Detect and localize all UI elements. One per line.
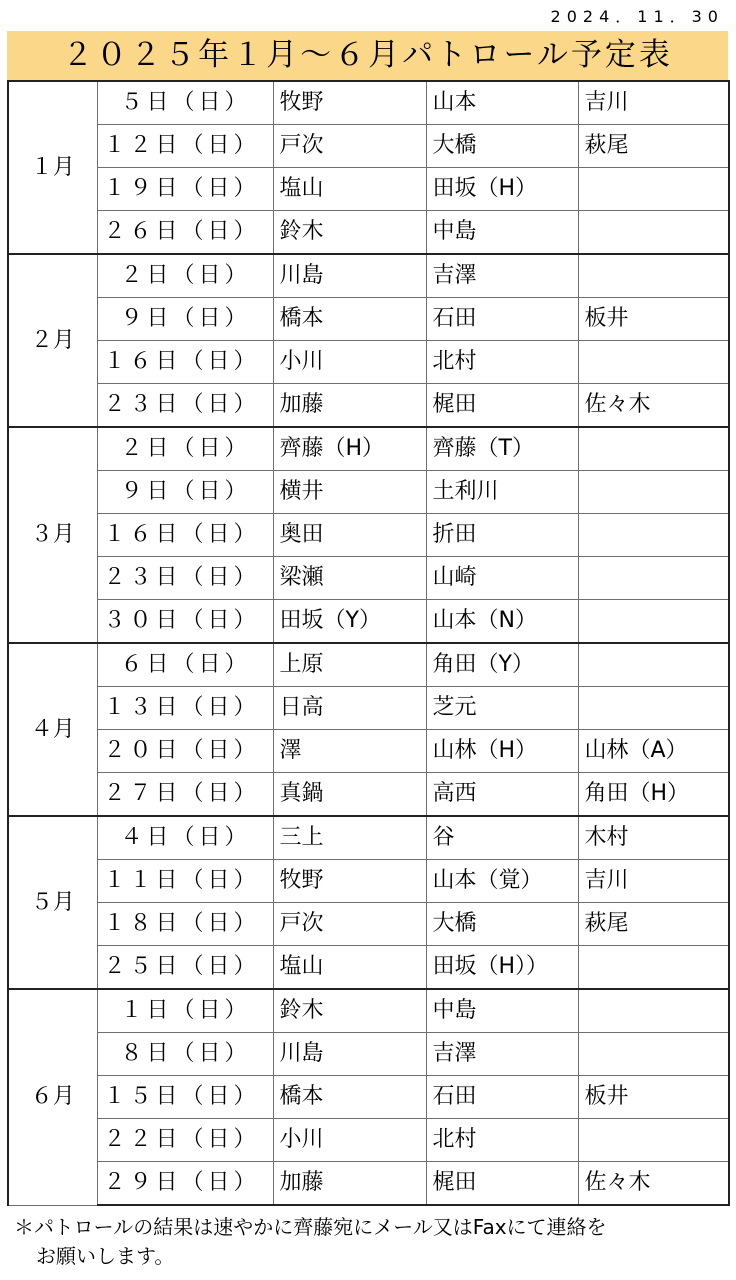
patroller-3: 角田（H） — [578, 773, 729, 817]
patroller-2: 吉澤 — [426, 254, 578, 298]
patroller-1: 小川 — [273, 1119, 426, 1162]
patroller-1: 戸次 — [273, 125, 426, 168]
patrol-schedule-table — [7, 80, 730, 1206]
patroller-2: 梶田 — [426, 384, 578, 428]
day-cell: ２３日（日） — [97, 557, 273, 600]
day-cell: ４日（日） — [97, 816, 273, 860]
patroller-1: 橋本 — [273, 298, 426, 341]
schedule-row — [8, 643, 729, 687]
patroller-2: 齊藤（T） — [426, 427, 578, 471]
day-cell: ２３日（日） — [97, 384, 273, 428]
month-label: １月 — [8, 81, 97, 254]
patroller-3: 山林（A） — [578, 730, 729, 773]
patroller-2: 山本（覚） — [426, 860, 578, 903]
month-label: ３月 — [8, 427, 97, 643]
patroller-3 — [578, 1033, 729, 1076]
footnote — [14, 1213, 726, 1271]
patroller-1: 塩山 — [273, 168, 426, 211]
patroller-3 — [578, 946, 729, 990]
day-cell: ２６日（日） — [97, 211, 273, 255]
patroller-1: 真鍋 — [273, 773, 426, 817]
schedule-row — [8, 946, 729, 990]
day-cell: ８日（日） — [97, 1033, 273, 1076]
schedule-row — [8, 687, 729, 730]
patroller-1: 上原 — [273, 643, 426, 687]
month-label: ６月 — [8, 989, 97, 1205]
patroller-2: 大橋 — [426, 125, 578, 168]
day-cell: １８日（日） — [97, 903, 273, 946]
schedule-row — [8, 860, 729, 903]
schedule-row — [8, 903, 729, 946]
patroller-3: 木村 — [578, 816, 729, 860]
patroller-1: 三上 — [273, 816, 426, 860]
patroller-2: 北村 — [426, 1119, 578, 1162]
patroller-3: 吉川 — [578, 860, 729, 903]
schedule-row — [8, 1162, 729, 1206]
day-cell: ２２日（日） — [97, 1119, 273, 1162]
patroller-3: 板井 — [578, 298, 729, 341]
day-cell: ９日（日） — [97, 298, 273, 341]
patroller-3: 吉川 — [578, 81, 729, 125]
schedule-row — [8, 600, 729, 644]
patroller-3 — [578, 471, 729, 514]
patroller-2: 山林（H） — [426, 730, 578, 773]
schedule-row — [8, 341, 729, 384]
day-cell: ２５日（日） — [97, 946, 273, 990]
patroller-1: 横井 — [273, 471, 426, 514]
month-label: ２月 — [8, 254, 97, 427]
schedule-row — [8, 254, 729, 298]
patroller-3: 佐々木 — [578, 384, 729, 428]
day-cell: ２９日（日） — [97, 1162, 273, 1206]
day-cell: ５日（日） — [97, 81, 273, 125]
patroller-3 — [578, 989, 729, 1033]
page-title: ２０２５年１月～６月パトロール予定表 — [7, 31, 728, 80]
patroller-2: 角田（Y） — [426, 643, 578, 687]
patroller-2: 山本 — [426, 81, 578, 125]
patroller-3 — [578, 211, 729, 255]
patroller-1: 戸次 — [273, 903, 426, 946]
patroller-1: 川島 — [273, 254, 426, 298]
schedule-row — [8, 471, 729, 514]
patroller-1: 鈴木 — [273, 211, 426, 255]
day-cell: １６日（日） — [97, 341, 273, 384]
patroller-1: 加藤 — [273, 1162, 426, 1206]
month-label: ５月 — [8, 816, 97, 989]
schedule-row — [8, 168, 729, 211]
schedule-row — [8, 1033, 729, 1076]
patroller-3: 萩尾 — [578, 125, 729, 168]
schedule-row — [8, 730, 729, 773]
schedule-row — [8, 384, 729, 428]
footnote-line-1: ＊パトロールの結果は速やかに齊藤宛にメール又はFaxにて連絡を — [14, 1215, 607, 1239]
day-cell: １６日（日） — [97, 514, 273, 557]
patroller-1: 齊藤（H） — [273, 427, 426, 471]
schedule-row — [8, 514, 729, 557]
patroller-2: 折田 — [426, 514, 578, 557]
day-cell: ２７日（日） — [97, 773, 273, 817]
patroller-2: 高西 — [426, 773, 578, 817]
patroller-2: 土利川 — [426, 471, 578, 514]
month-label: ４月 — [8, 643, 97, 816]
day-cell: ９日（日） — [97, 471, 273, 514]
day-cell: １１日（日） — [97, 860, 273, 903]
patroller-1: 橋本 — [273, 1076, 426, 1119]
day-cell: ３０日（日） — [97, 600, 273, 644]
patroller-2: 中島 — [426, 989, 578, 1033]
patroller-1: 小川 — [273, 341, 426, 384]
patroller-3 — [578, 557, 729, 600]
day-cell: ２０日（日） — [97, 730, 273, 773]
patroller-2: 梶田 — [426, 1162, 578, 1206]
patroller-3 — [578, 687, 729, 730]
patroller-3: 萩尾 — [578, 903, 729, 946]
schedule-row — [8, 298, 729, 341]
schedule-row — [8, 211, 729, 255]
patroller-3: 板井 — [578, 1076, 729, 1119]
schedule-row — [8, 427, 729, 471]
patroller-3 — [578, 1119, 729, 1162]
patroller-2: 田坂（H）） — [426, 946, 578, 990]
patroller-2: 山本（N） — [426, 600, 578, 644]
patroller-3 — [578, 341, 729, 384]
schedule-row — [8, 1119, 729, 1162]
patroller-3: 佐々木 — [578, 1162, 729, 1206]
patroller-3 — [578, 254, 729, 298]
patroller-2: 吉澤 — [426, 1033, 578, 1076]
schedule-row — [8, 125, 729, 168]
patroller-2: 中島 — [426, 211, 578, 255]
day-cell: １５日（日） — [97, 1076, 273, 1119]
patroller-1: 鈴木 — [273, 989, 426, 1033]
patroller-1: 田坂（Y） — [273, 600, 426, 644]
schedule-row — [8, 989, 729, 1033]
patroller-3 — [578, 427, 729, 471]
schedule-row — [8, 773, 729, 817]
patroller-2: 谷 — [426, 816, 578, 860]
patroller-3 — [578, 168, 729, 211]
day-cell: １９日（日） — [97, 168, 273, 211]
patroller-1: 澤 — [273, 730, 426, 773]
patroller-2: 山崎 — [426, 557, 578, 600]
patroller-3 — [578, 600, 729, 644]
schedule-row — [8, 557, 729, 600]
patroller-1: 川島 — [273, 1033, 426, 1076]
patroller-1: 加藤 — [273, 384, 426, 428]
patroller-2: 石田 — [426, 1076, 578, 1119]
patroller-3 — [578, 514, 729, 557]
footnote-line-2: お願いします。 — [36, 1244, 175, 1268]
patroller-1: 塩山 — [273, 946, 426, 990]
patroller-3 — [578, 643, 729, 687]
date-stamp: 2024．11．30 — [550, 7, 724, 26]
patroller-1: 梁瀬 — [273, 557, 426, 600]
patroller-1: 日高 — [273, 687, 426, 730]
schedule-row — [8, 1076, 729, 1119]
day-cell: １日（日） — [97, 989, 273, 1033]
patroller-2: 芝元 — [426, 687, 578, 730]
patroller-1: 奥田 — [273, 514, 426, 557]
patroller-2: 田坂（H） — [426, 168, 578, 211]
patroller-1: 牧野 — [273, 860, 426, 903]
patroller-2: 大橋 — [426, 903, 578, 946]
day-cell: ６日（日） — [97, 643, 273, 687]
schedule-body — [8, 81, 729, 1205]
schedule-row — [8, 816, 729, 860]
day-cell: １２日（日） — [97, 125, 273, 168]
patroller-2: 北村 — [426, 341, 578, 384]
patroller-2: 石田 — [426, 298, 578, 341]
patroller-1: 牧野 — [273, 81, 426, 125]
day-cell: ２日（日） — [97, 427, 273, 471]
schedule-row — [8, 81, 729, 125]
day-cell: ２日（日） — [97, 254, 273, 298]
day-cell: １３日（日） — [97, 687, 273, 730]
